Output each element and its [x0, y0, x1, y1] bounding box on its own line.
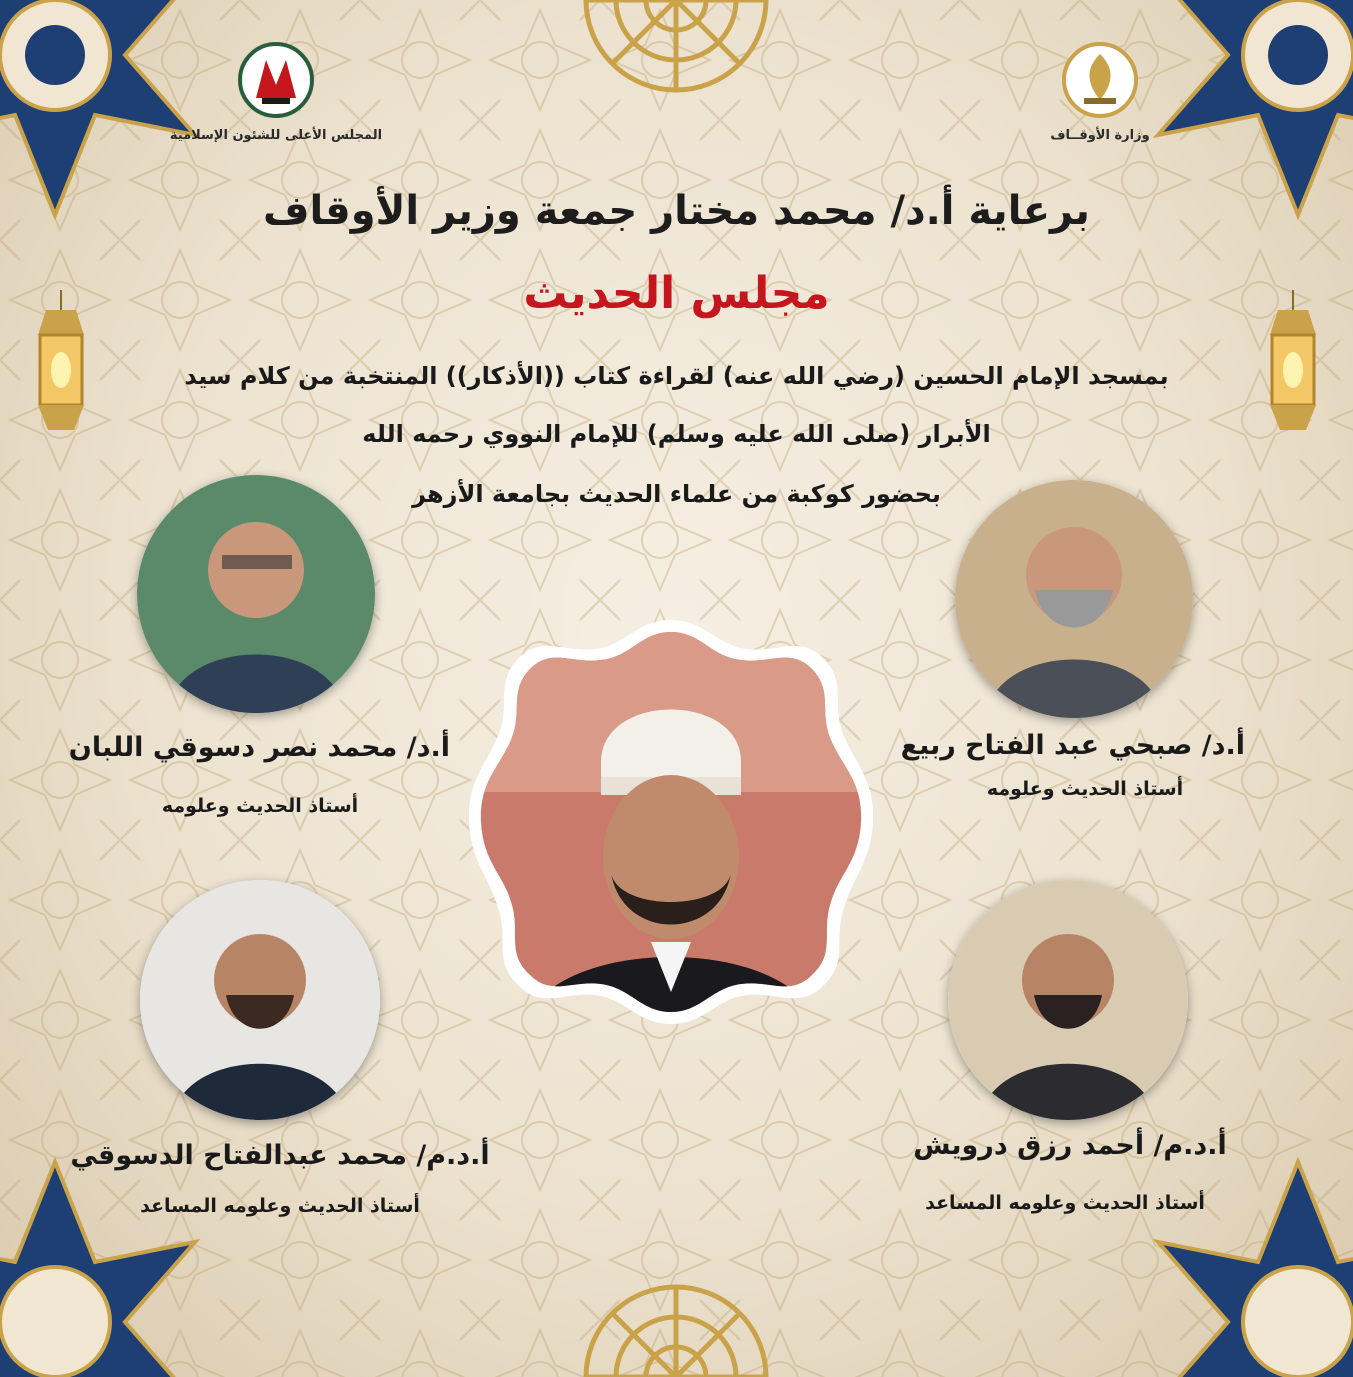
speaker-role-top-left: أستاذ الحديث وعلومه	[161, 795, 359, 817]
minister-photo	[461, 612, 881, 1032]
bottom-right-rosette	[1133, 1157, 1353, 1377]
sponsor-heading: برعاية أ.د/ محمد مختار جمعة وزير الأوقاف	[263, 188, 1090, 234]
portrait-icon	[948, 880, 1188, 1120]
speaker-name-bottom-left: أ.د.م/ محمد عبدالفتاح الدسوقي	[70, 1140, 490, 1171]
speaker-role-bottom-right: أستاذ الحديث وعلومه المساعد	[925, 1192, 1205, 1214]
speaker-name-top-right: أ.د/ صبحي عبد الفتاح ربيع	[900, 730, 1245, 761]
description-line-3: بحضور كوكبة من علماء الحديث بجامعة الأزهر	[412, 480, 941, 508]
bottom-center-ornament	[516, 1277, 836, 1377]
speaker-photo-bottom-right	[948, 880, 1188, 1120]
speaker-photo-bottom-left	[140, 880, 380, 1120]
speaker-name-top-left: أ.د/ محمد نصر دسوقي اللبان	[68, 732, 450, 763]
ministry-logo-text: وزارة الأوقــاف	[1050, 128, 1150, 143]
description-line-1: بمسجد الإمام الحسين (رضي الله عنه) لقراءة كتاب ((الأذكار)) المنتخبة من كلام سيد	[184, 362, 1169, 390]
council-logo-text: المجلس الأعلى للشئون الإسلامية	[169, 128, 383, 143]
description-line-2: الأبرار (صلى الله عليه وسلم) للإمام النووي رحمه الله	[362, 420, 991, 448]
top-center-ornament	[516, 0, 836, 100]
portrait-icon	[955, 480, 1193, 718]
ministry-logo	[990, 40, 1210, 143]
speaker-role-top-right: أستاذ الحديث وعلومه	[986, 778, 1184, 800]
portrait-icon	[137, 475, 375, 713]
bottom-left-rosette	[0, 1157, 220, 1377]
speaker-photo-top-left	[137, 475, 375, 713]
council-emblem-icon	[236, 40, 316, 120]
portrait-icon	[140, 880, 380, 1120]
speaker-role-bottom-left: أستاذ الحديث وعلومه المساعد	[140, 1195, 420, 1217]
supreme-council-logo	[166, 40, 386, 143]
event-title: مجلس الحديث	[523, 268, 830, 319]
speaker-name-bottom-right: أ.د.م/ أحمد رزق درويش	[913, 1130, 1227, 1161]
ministry-emblem-icon	[1060, 40, 1140, 120]
speaker-photo-top-right	[955, 480, 1193, 718]
